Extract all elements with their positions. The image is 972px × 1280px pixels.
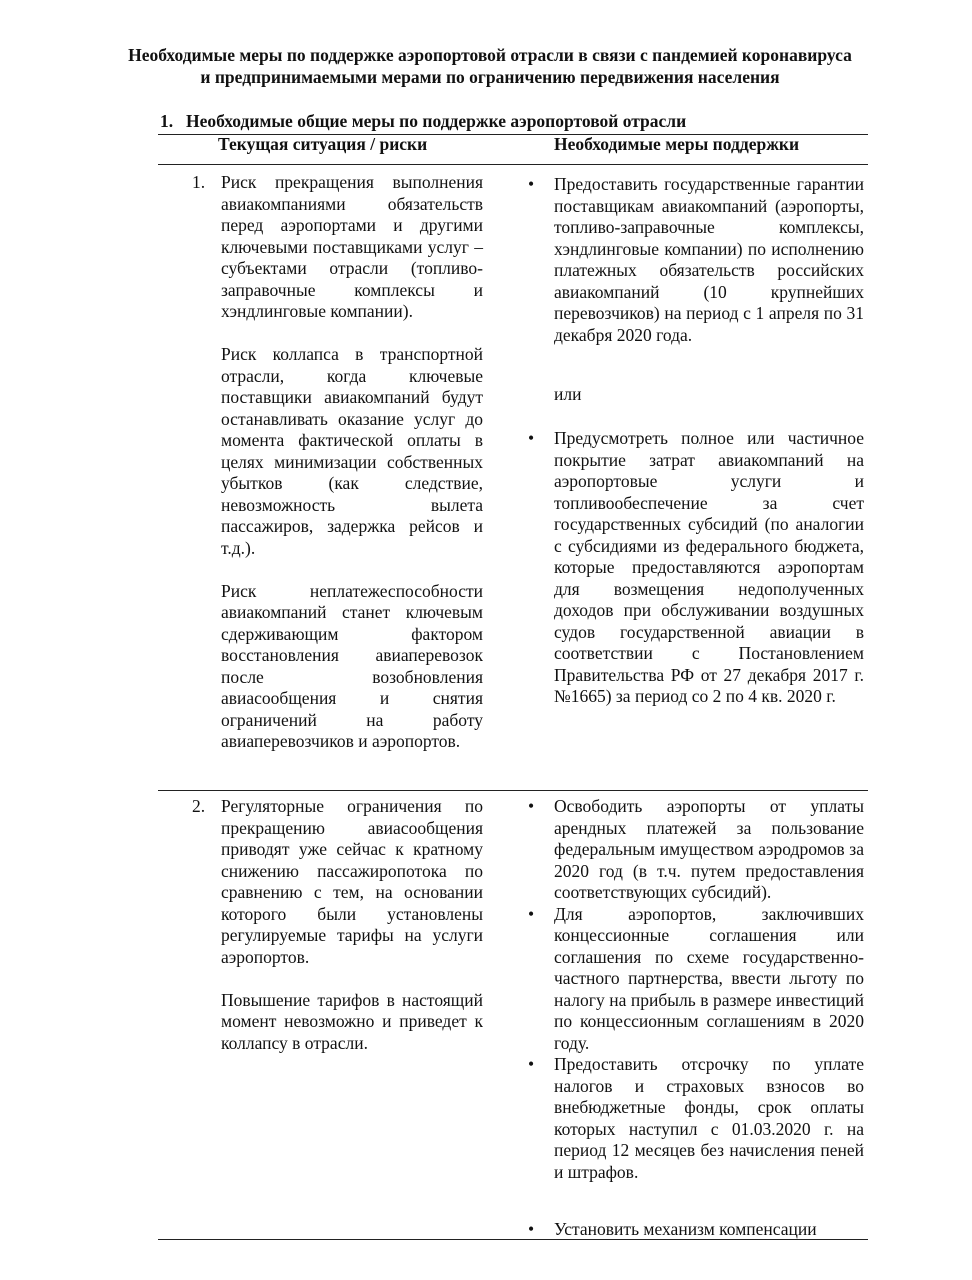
row-1-risk-1: Риск прекращения выполнения авиакомпаниями обязательств перед аэропортами и другими ключевыми поставщиками услуг – субъектами отрасли (топливо-заправочные комплексы и хэндлинговые компании). (221, 172, 483, 321)
column-header-measures: Необходимые меры поддержки (554, 134, 800, 154)
page-bottom-rule (158, 1239, 868, 1240)
row-1-risk-2: Риск коллапса в транспортной отрасли, когда ключевые поставщики авиакомпаний будут останавливать оказание услуг до момента фактической оплаты в целях минимизации собственных убытков (как следствие, невозможность вылета пассажиров, задержка рейсов и т.д.). (221, 344, 483, 558)
row-2-measure-1-text: Освободить аэропорты от уплаты арендных платежей за пользование федеральным имуществом аэродромов за 2020 год (в т.ч. путем предоставления соответствующих субсидий). (554, 796, 864, 902)
row-1-measure-1-text: Предоставить государственные гарантии поставщикам авиакомпаний (аэропорты, топливо-заправочные комплексы, хэндлинговые компании) по исполнению платежных обязательств российских авиакомпаний (10 крупнейших перевозчиков) на период с 1 апреля по 31 декабря 2020 года. (554, 174, 864, 345)
row-1-or-block (520, 384, 864, 406)
row-1-number: 1. (192, 172, 206, 192)
row-2-measure-3-text: Предоставить отсрочку по уплате налогов и страховых взносов во внебюджетные фонды, срок оплаты которых наступил с 01.03.2020 г. на период 12 месяцев без начисления пеней и штрафов. (554, 1054, 864, 1182)
row-2-risk-1: Регуляторные ограничения по прекращению авиасообщения приводят уже сейчас к кратному снижению пассажиропотока по сравнению с тем, на основании которого были установлены регулируемые тарифы на услуги аэропортов. (221, 796, 483, 967)
bullet-icon: • (528, 174, 535, 194)
bullet-icon: • (528, 428, 535, 448)
row-1-measure-2 (520, 428, 864, 708)
row-2-measure-3 (520, 1054, 864, 1183)
row-1-bottom-rule (158, 790, 868, 791)
bullet-icon: • (528, 796, 535, 816)
row-2-measures-block-1 (520, 796, 864, 1183)
row-2-measure-2 (520, 904, 864, 1055)
row-2-measure-4-text: Установить механизм компенсации (554, 1219, 817, 1239)
section-heading (160, 110, 686, 132)
document-title (90, 44, 890, 88)
row-2-risk-2: Повышение тарифов в настоящий момент невозможно и приведет к коллапсу в отрасли. (221, 989, 483, 1053)
bullet-icon: • (528, 1219, 535, 1239)
section-title: Необходимые общие меры по поддержке аэропортовой отрасли (186, 111, 687, 131)
title-line-2: и предпринимаемыми мерами по ограничению передвижения населения (200, 67, 780, 87)
row-1-risks (221, 172, 483, 753)
row-1-measure-2-text: Предусмотреть полное или частичное покрытие затрат авиакомпаний на аэропортовые услуги и топливообеспечение за счет государственных субсидий (по аналогии с субсидиями из федерального бюджета, которые предоставляются аэропортам для возмещения недополученных доходов при обслуживании воздушных судов государственной авиации в соответствии с Постановлением Правительства РФ от 27 декабря 2017 г. №1665) за период со 2 по 4 кв. 2020 г. (554, 428, 864, 706)
bullet-icon: • (528, 1054, 535, 1074)
row-2-measure-2-text: Для аэропортов, заключивших концессионные соглашения или соглашения по схеме государственно-частного партнерства, ввести льготу по налогу на прибыль в размере инвестиций по концессионным соглашениям в 2020 году. (554, 903, 864, 1053)
row-2-measure-1 (520, 796, 864, 904)
row-1-measure-2-block (520, 428, 864, 708)
row-1-measure-1-block (520, 174, 864, 346)
row-2-number: 2. (192, 796, 206, 816)
row-2-measure-4 (520, 1219, 864, 1241)
bullet-icon: • (528, 903, 535, 924)
section-number: 1. (160, 111, 174, 131)
row-2-measures-block-2 (520, 1219, 864, 1241)
row-1-or-text: или (554, 384, 582, 404)
title-line-1: Необходимые меры по поддержке аэропортовой отрасли в связи с пандемией коронавируса (128, 45, 852, 65)
row-2-risks (221, 796, 483, 1054)
column-header-risks: Текущая ситуация / риски (218, 134, 428, 154)
header-bottom-rule (158, 164, 868, 165)
row-1-risk-3: Риск неплатежеспособности авиакомпаний станет ключевым сдерживающим фактором восстановления авиаперевозок после возобновления авиасообщения и снятия ограничений на работу авиаперевозчиков и аэропортов. (221, 580, 483, 751)
row-1-measure-1 (520, 174, 864, 346)
